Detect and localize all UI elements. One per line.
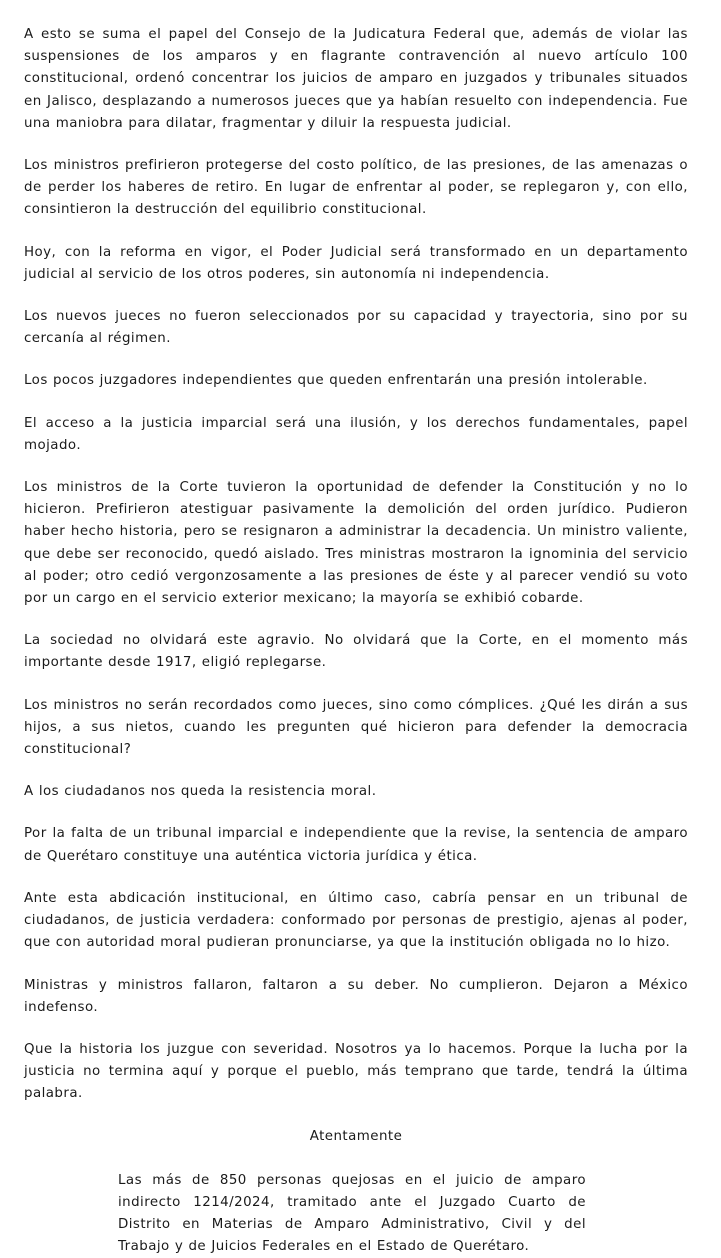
paragraph-consejo-judicatura: A esto se suma el papel del Consejo de la Judicatura Federal que, además de violar las suspensiones de los amparos y en flagrante contravención al nuevo artículo 100 constitucional, ordenó concentrar los juicios de amparo en juzgados y tribunales situados en Jalisco, desplazando a numerosos jueces que ya habían resuelto con independencia. Fue una maniobra para dilatar, fragmentar y diluir la respuesta judicial.	[24, 27, 688, 131]
paragraph-sociedad-no-olvidara: La sociedad no olvidará este agravio. No olvidará que la Corte, en el momento más importante desde 1917, eligió replegarse.	[24, 633, 688, 671]
paragraph-resistencia-moral: A los ciudadanos nos queda la resistencia moral.	[24, 784, 377, 800]
signature-block: Las más de 850 personas quejosas en el juicio de amparo indirecto 1214/2024, tramitado ante el Juzgado Cuarto de Distrito en Materias de Amparo Administrativo, Civil y del Trabajo y de Juicios Federales en el Estado de Querétaro.	[118, 1172, 586, 1255]
paragraph-fallaron: Ministras y ministros fallaron, faltaron a su deber. No cumplieron. Dejaron a México indefenso.	[24, 977, 688, 1015]
document-body	[24, 24, 688, 1258]
paragraph-tribunal-ciudadanos: Ante esta abdicación institucional, en último caso, cabría pensar en un tribunal de ciudadanos, de justicia verdadera: conformado por personas de prestigio, ajenas al poder, que con autoridad moral pudieran pronunciarse, ya que la institución obligada no lo hizo.	[24, 890, 688, 951]
paragraph-ministros-prefirieron: Los ministros prefirieron protegerse del costo político, de las presiones, de las amenazas o de perder los haberes de retiro. En lugar de enfrentar al poder, se replegaron y, con ello, consintieron la destrucción del equilibrio constitucional.	[24, 158, 688, 218]
paragraph-sentencia-queretaro: Por la falta de un tribunal imparcial e independiente que la revise, la sentencia de amparo de Querétaro constituye una auténtica victoria jurídica y ética.	[24, 826, 688, 864]
paragraph-nuevos-jueces: Los nuevos jueces no fueron seleccionados por su capacidad y trayectoria, sino por su cercanía al régimen.	[24, 309, 688, 347]
paragraph-reforma-en-vigor: Hoy, con la reforma en vigor, el Poder Judicial será transformado en un departamento judicial al servicio de los otros poderes, sin autonomía ni independencia.	[24, 244, 688, 282]
paragraph-ministros-corte: Los ministros de la Corte tuvieron la oportunidad de defender la Constitución y no lo hicieron. Prefirieron atestiguar pasivamente la demolición del orden jurídico. Pudieron haber hecho historia, pero se resignaron a administrar la decadencia. Un ministro valiente, que debe ser reconocido, quedó aislado. Tres ministras mostraron la ignominia del servicio al poder; otro cedió vergonzosamente a las presiones de éste y al parecer vendió su voto por un cargo en el servicio exterior mexicano; la mayoría se exhibió cobarde.	[24, 480, 688, 607]
paragraph-pocos-juzgadores: Los pocos juzgadores independientes que queden enfrentarán una presión intolerable.	[24, 373, 648, 389]
closing-salutation: Atentamente	[309, 1128, 403, 1144]
paragraph-acceso-justicia: El acceso a la justicia imparcial será una ilusión, y los derechos fundamentales, papel mojado.	[24, 415, 688, 453]
paragraph-historia-juzgue: Que la historia los juzgue con severidad. Nosotros ya lo hacemos. Porque la lucha por la justicia no termina aquí y porque el pueblo, más temprano que tarde, tendrá la última palabra.	[24, 1041, 688, 1102]
paragraph-complices: Los ministros no serán recordados como jueces, sino como cómplices. ¿Qué les dirán a sus hijos, a sus nietos, cuando les pregunten qué hicieron para defender la democracia constitucional?	[24, 697, 688, 758]
